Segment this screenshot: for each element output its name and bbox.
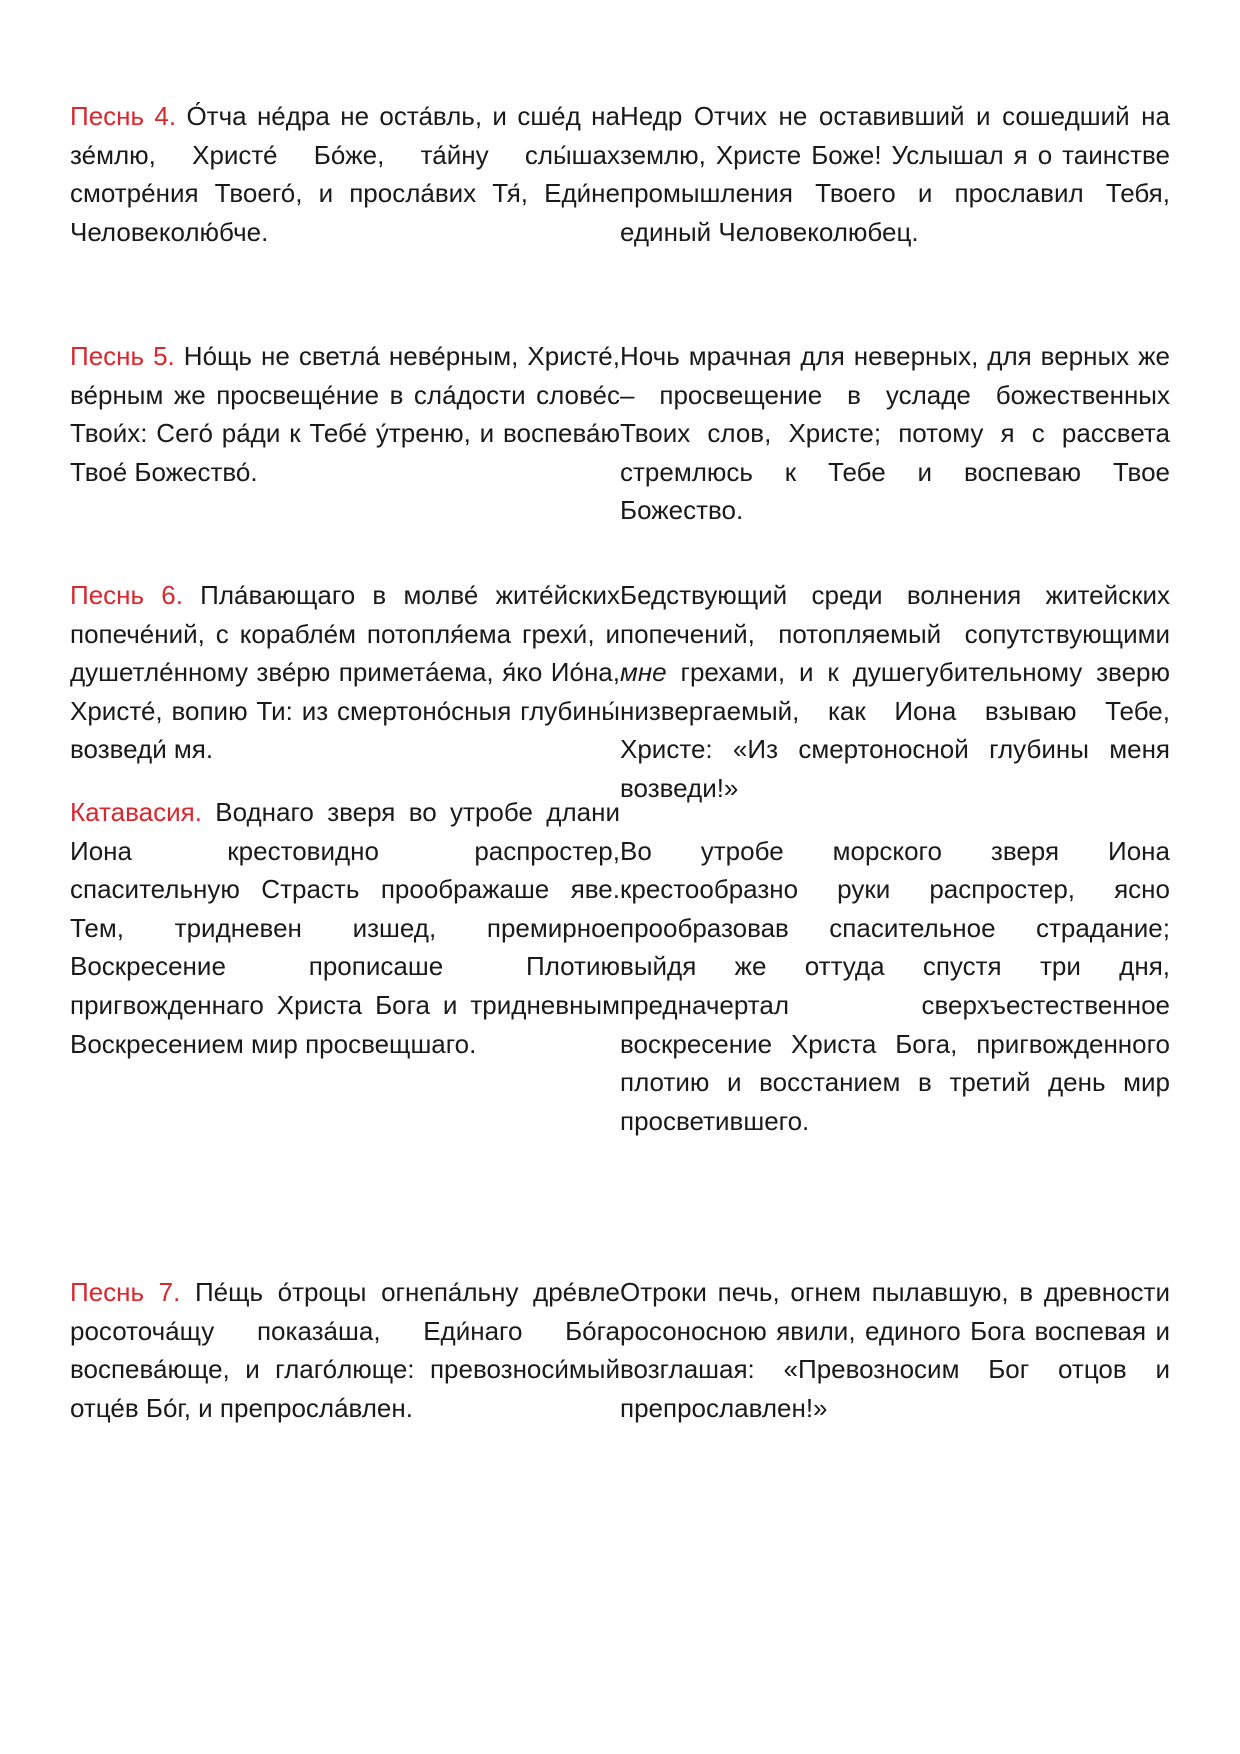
russian-column xyxy=(620,97,1170,337)
slavonic-text: Пла́вающаго в молве́ жите́йских попече́ний, с корабле́м потопля́ема грехи́, и душетле́нному зве́рю приметáема, я́ко Ио́на, Христе́, вопию Ти: из смертоно́сныя глубины́ возведи́ мя. xyxy=(70,580,620,765)
song-label: Песнь 7. xyxy=(70,1277,181,1307)
katavasia-label: Катавасия. xyxy=(70,796,202,827)
slavonic-column xyxy=(70,576,620,1273)
section-song-6 xyxy=(70,576,1170,1273)
slavonic-text: Но́щь не светла́ неве́рным, Христе́, ве́рным же просвеще́ние в сла́дости слове́с Твои́х: Сего́ ра́ди к Тебе́ у́треню, и воспева́ю Твое́ Божество́. xyxy=(70,341,620,487)
two-column-text-page xyxy=(70,97,1170,1427)
russian-column xyxy=(620,576,1170,1273)
russian-paragraph: Во утробе морского зверя Иона крестообразно руки распростер, ясно прообразовав спасительное страдание; выйдя же оттуда спустя три дня, предначертал сверхъестественное воскресение Христа Бога, пригвожденного плотию и восстанием в третий день мир просветившего. xyxy=(620,835,1170,1136)
russian-text: Бедствующий среди волнения житейских попечений, потопляемый сопутствующими xyxy=(620,580,1170,649)
slavonic-column xyxy=(70,97,620,337)
slavonic-paragraph xyxy=(70,793,620,1063)
song-label: Песнь 6. xyxy=(70,580,183,610)
slavonic-paragraph xyxy=(70,576,620,769)
slavonic-column xyxy=(70,337,620,576)
section-song-4 xyxy=(70,97,1170,337)
section-song-7 xyxy=(70,1273,1170,1427)
section-song-5 xyxy=(70,337,1170,576)
russian-column xyxy=(620,1273,1170,1427)
song-label: Песнь 4. xyxy=(70,101,177,131)
slavonic-text: О́тча не́дра не оста́вль, и сше́д на зе́млю, Христе́ Бо́же, та́йну слы́шах смотре́ния Твоего́, и просла́вих Тя́, Еди́не Человеколю́бче. xyxy=(70,101,620,247)
slavonic-text: Пе́щь о́троцы огнепа́льну дре́вле росоточа́щу показа́ша, Еди́наго Бо́га воспева́юще, и глаго́люще: превозноси́мый отце́в Бо́г, и препрослáвлен. xyxy=(70,1277,620,1423)
song-label: Песнь 5. xyxy=(70,341,175,371)
russian-paragraph: Ночь мрачная для неверных, для верных же – просвещение в усладе божественных Твоих слов, Христе; потому я с рассвета стремлюсь к Тебе и воспеваю Твое Божество. xyxy=(620,341,1170,526)
slavonic-text: Воднаго зверя во утробе длани Иона крестовидно распростер, спасительную Страсть проображаше яве. Тем, тридневен изшед, премирное Воскресение прописаше Плотию пригвожденнаго Христа Бога и тридневным Воскресением мир просвещшаго. xyxy=(70,796,620,1059)
russian-paragraph: Отроки печь, огнем пылавшую, в древности росоносною явили, единого Бога воспевая и возглашая: «Превозносим Бог отцов и препрославлен!» xyxy=(620,1277,1170,1423)
russian-italic-word: мне xyxy=(620,657,667,688)
slavonic-column xyxy=(70,1273,620,1427)
russian-text: грехами, и к душегубительному зверю низвергаемый, как Иона взываю Тебе, Христе: «Из смертоносной глубины меня возведи!» xyxy=(620,657,1170,803)
russian-paragraph xyxy=(620,576,1170,808)
slavonic-paragraph xyxy=(70,97,620,251)
slavonic-paragraph xyxy=(70,337,620,491)
russian-column xyxy=(620,337,1170,576)
russian-paragraph: Недр Отчих не оставивший и сошедший на землю, Христе Боже! Услышал я о таинстве промышления Твоего и прославил Тебя, единый Человеколюбец. xyxy=(620,101,1170,247)
slavonic-paragraph xyxy=(70,1273,620,1427)
